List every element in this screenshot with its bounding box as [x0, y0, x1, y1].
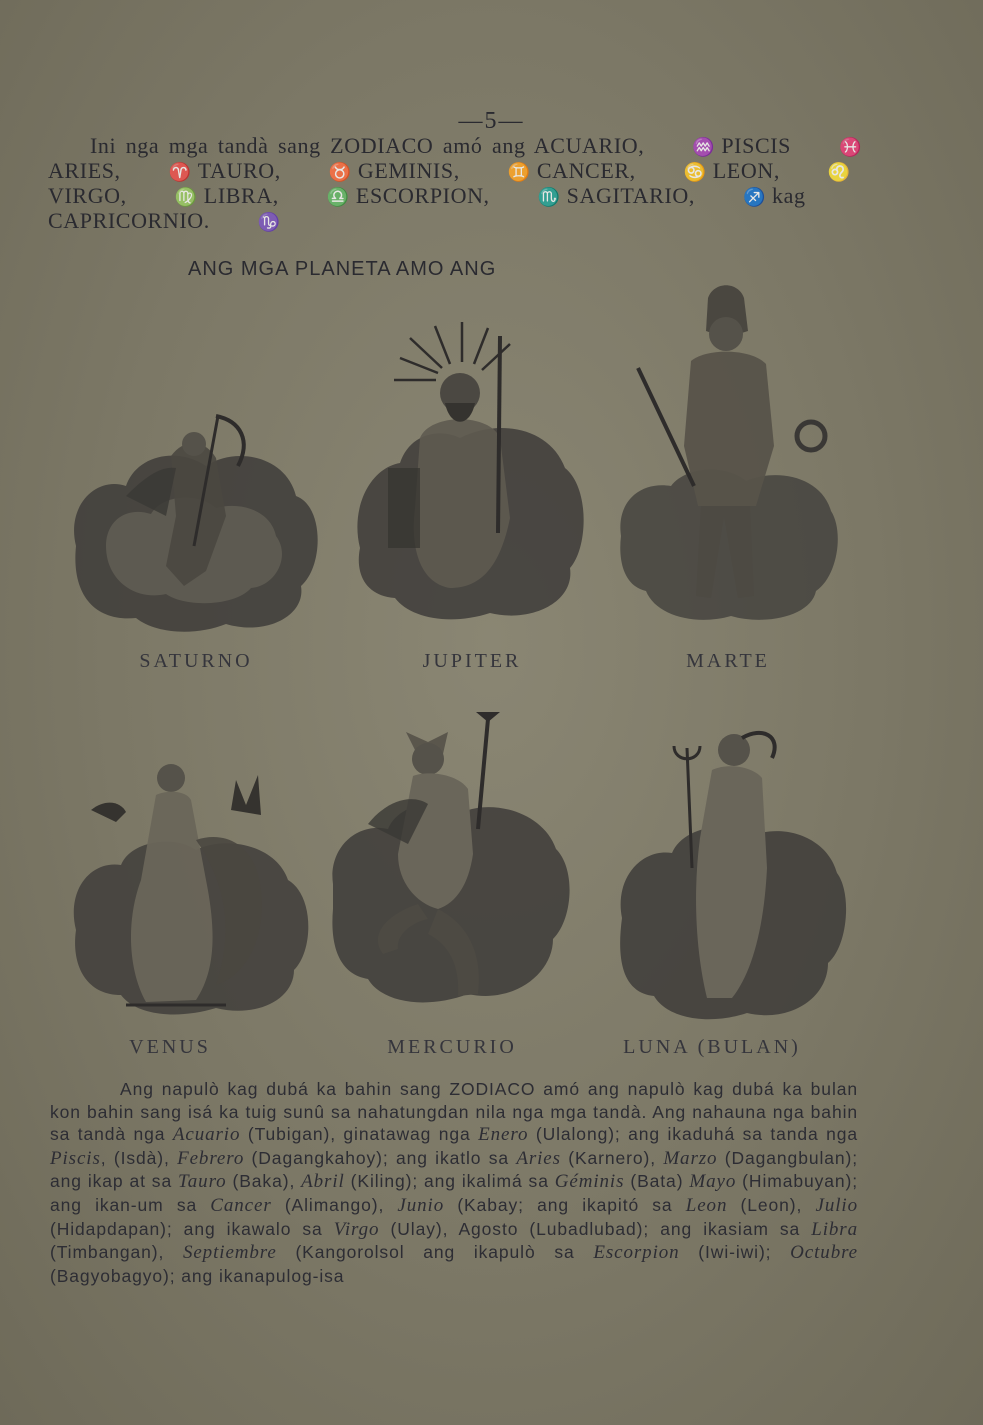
zodiac-months-paragraph — [50, 1078, 858, 1287]
virgo-emblem-icon: ♍ — [174, 187, 198, 207]
planet-caption: VENUS — [129, 1036, 211, 1058]
jupiter-engraving — [350, 318, 590, 626]
italic-term: Marzo — [663, 1147, 718, 1169]
italic-term: Cancer — [210, 1194, 272, 1216]
leo-emblem-icon: ♌ — [827, 162, 851, 182]
italic-term: Enero — [478, 1124, 529, 1146]
paragraph-text: (Bagyobagyo); ang ikanapulog-isa — [50, 1265, 345, 1286]
paragraph-text: , (Isdà), — [100, 1147, 178, 1168]
paragraph-text: (Timbangan), — [50, 1242, 183, 1263]
paragraph-text: (Ulalong); ang ikaduhá sa tanda nga — [528, 1124, 858, 1145]
paragraph-text: (Bata) — [624, 1171, 690, 1192]
mars-engraving — [616, 276, 844, 626]
planet-caption: MERCURIO — [387, 1036, 517, 1058]
italic-term: Virgo — [333, 1218, 380, 1240]
sagittarius-emblem-icon: ♐ — [742, 187, 766, 207]
intro-text: VIRGO, — [48, 183, 127, 208]
italic-term: Acuario — [172, 1124, 241, 1146]
intro-text: GEMINIS, — [357, 158, 460, 183]
intro-text: ARIES, — [48, 158, 121, 183]
paragraph-text: (Dagangbulan); ang ikap at sa — [50, 1147, 858, 1192]
aquarius-emblem-icon: ♒ — [692, 137, 716, 157]
cancer-emblem-icon: ♋ — [683, 162, 707, 182]
intro-text: kag CAPRICORNIO. — [48, 183, 806, 233]
paragraph-text: (Iwi-iwi); — [679, 1242, 791, 1263]
aries-emblem-icon: ♈ — [168, 162, 192, 182]
italic-term: Septiembre — [182, 1242, 277, 1264]
intro-text: TAURO, — [197, 158, 281, 183]
intro-text: LEON, — [712, 158, 780, 183]
intro-text: CANCER, — [536, 158, 636, 183]
pisces-emblem-icon: ♓ — [838, 137, 862, 157]
paragraph-text: Ang napulò kag dubá ka bahin sang ZODIACO amó ang napulò kag dubá ka bulan kon bahin sang isá ka tuig sunû sa nahatungdan nila nga mga tandà. Ang nahauna nga bahin sa tandà nga — [50, 1079, 858, 1145]
paragraph-text: (Dagangkahoy); ang ikatlo sa — [244, 1147, 517, 1168]
scorpio-emblem-icon: ♏ — [537, 187, 561, 207]
italic-term: Octubre — [790, 1242, 859, 1264]
italic-term: Mayo — [689, 1171, 737, 1193]
paragraph-text: (Hidapdapan); ang ikawalo sa — [50, 1218, 334, 1239]
planet-caption: JUPITER — [422, 650, 522, 672]
planet-caption: SATURNO — [139, 650, 253, 672]
planets-heading: ANG MGA PLANETA AMO ANG — [188, 258, 497, 280]
paragraph-text: (Himabuyan); ang ikan-um sa — [50, 1171, 859, 1215]
paragraph-text: (Tubigan), ginatawag nga — [240, 1124, 479, 1145]
paragraph-text: (Kiling); ang ikalimá sa — [344, 1171, 555, 1192]
saturn-engraving — [66, 396, 324, 636]
italic-term: Tauro — [178, 1171, 227, 1193]
italic-term: Julio — [815, 1194, 858, 1216]
gemini-emblem-icon: ♊ — [507, 162, 531, 182]
zodiac-intro — [48, 134, 868, 234]
paragraph-text: (Kabay; ang ikapitó sa — [444, 1194, 686, 1215]
italic-term: Leon — [685, 1194, 728, 1216]
intro-text: Ini nga mga tandà sang ZODIACO amó ang ACUARIO, — [90, 133, 645, 158]
capricorn-emblem-icon: ♑ — [257, 212, 281, 232]
paragraph-text: (Leon), — [727, 1194, 816, 1215]
italic-term: Junio — [397, 1194, 445, 1216]
libra-emblem-icon: ♎ — [326, 187, 350, 207]
italic-term: Libra — [811, 1218, 859, 1240]
intro-text: ESCORPION, — [355, 183, 490, 208]
intro-text: PISCIS — [721, 133, 791, 158]
venus-engraving — [66, 750, 316, 1020]
paragraph-text: (Alimango), — [271, 1194, 398, 1215]
paragraph-text: (Ulay), Agosto (Lubadlubad); ang ikasiam sa — [379, 1218, 812, 1239]
paragraph-text: (Kangorolsol ang ikapulò sa — [276, 1242, 594, 1263]
planet-caption: MARTE — [686, 650, 770, 672]
paragraph-text: (Baka), — [226, 1171, 302, 1192]
intro-text: LIBRA, — [203, 183, 279, 208]
italic-term: Piscis — [50, 1147, 101, 1169]
page-number: —5— — [458, 108, 525, 134]
intro-text: SAGITARIO, — [566, 183, 695, 208]
italic-term: Abril — [301, 1171, 345, 1193]
mercury-engraving — [328, 704, 576, 1026]
italic-term: Escorpion — [593, 1242, 680, 1264]
taurus-emblem-icon: ♉ — [328, 162, 352, 182]
planet-caption: LUNA (BULAN) — [623, 1036, 801, 1058]
moon-engraving — [612, 718, 850, 1026]
italic-term: Géminis — [554, 1171, 625, 1193]
italic-term: Febrero — [177, 1147, 245, 1169]
italic-term: Aries — [516, 1147, 561, 1169]
paragraph-text: (Karnero), — [560, 1147, 664, 1168]
